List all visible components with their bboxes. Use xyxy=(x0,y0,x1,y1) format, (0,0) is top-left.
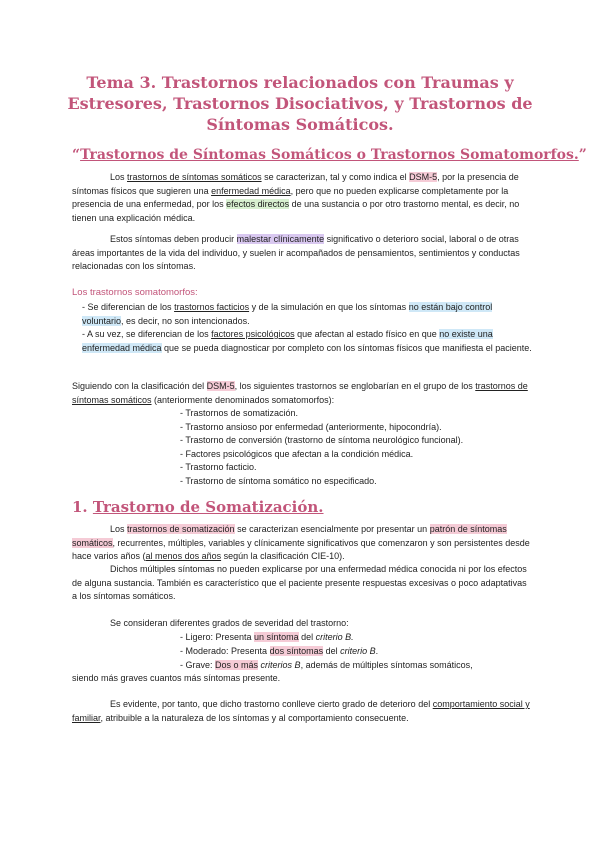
underlined-term: trastornos facticios xyxy=(174,302,250,312)
list-item: - Trastorno facticio. xyxy=(180,462,257,473)
italic-term: criterio B. xyxy=(315,632,354,642)
underlined-term: enfermedad médica xyxy=(211,185,291,196)
section-subtitle xyxy=(72,147,587,163)
heading-text: Trastorno de Somatización. xyxy=(92,498,324,516)
text-run: se caracterizan, tal y como indica el xyxy=(261,172,410,182)
highlight-dos-sintomas: dos síntomas xyxy=(269,646,324,656)
paragraph-multiples-sintomas: Dichos múltiples síntomas no pueden explicarse por una enfermedad médica conocida ni por los efectos de alguna sustancia. También es característico que el paciente presente respuestas excesivas o poco adaptativas a los síntomas somáticos. xyxy=(72,564,527,602)
text-run: según la clasificación CIE-10). xyxy=(221,551,345,562)
paragraph-factores xyxy=(72,328,532,355)
paragraph-deterioro xyxy=(72,698,532,725)
text-run: , atribuible a la naturaleza de los síntomas y al comportamiento consecuente. xyxy=(100,712,409,723)
text-run: . xyxy=(375,646,379,656)
text-run: Los xyxy=(110,524,128,534)
underlined-term: comportamiento social y familiar xyxy=(72,699,530,723)
list-item: - Factores psicológicos que afectan a la condición médica. xyxy=(180,448,414,459)
paragraph-intro xyxy=(72,171,532,225)
text-run: (anteriormente denominados somatomorfos): xyxy=(151,394,335,405)
highlight-malestar: malestar clínicamente xyxy=(236,234,325,244)
highlight-dsm5: DSM-5 xyxy=(206,381,235,391)
highlight-dos-o-mas: Dos o más xyxy=(215,660,259,670)
subtitle-open-quote: “ xyxy=(72,147,81,163)
text-run: del xyxy=(298,632,316,642)
list-item: - Trastorno de conversión (trastorno de síntoma neurológico funcional). xyxy=(180,435,464,446)
subtitle-close-quote: ” xyxy=(578,147,587,163)
text-run: , además de múltiples síntomas somáticos, xyxy=(300,660,473,670)
text-run: significativo o deterioro social, laboral o de otras áreas importantes de la vida del individuo, y suelen ir acompañados de pensamientos, sentimientos y conductas relacionadas con los síntomas. xyxy=(72,234,520,272)
underlined-term: factores psicológicos xyxy=(211,329,295,339)
text-run: , por la presencia de síntomas físicos que sugieren una xyxy=(72,172,519,196)
highlight-efectos-directos: efectos directos xyxy=(226,199,290,210)
underlined-term: al menos dos años xyxy=(145,551,222,562)
text-run: - Ligero: Presenta xyxy=(180,632,255,642)
subtitle-text: Trastornos de Síntomas Somáticos o Trastornos Somatomorfos. xyxy=(80,147,579,163)
severity-grave xyxy=(180,659,540,673)
text-run: , es decir, no son intencionados. xyxy=(121,315,250,326)
paragraph-facticios xyxy=(72,301,532,328)
underlined-term: trastornos de síntomas somáticos xyxy=(127,172,262,182)
text-run: , los siguientes trastornos se englobarían en el grupo de los xyxy=(234,381,476,391)
text-run: y de la simulación en que los síntomas xyxy=(249,302,409,312)
highlight-patron-sintomas: patrón de síntomas somáticos xyxy=(72,524,507,548)
severity-ligero xyxy=(180,631,532,645)
list-item: - Trastorno de síntoma somático no especificado. xyxy=(180,475,377,486)
highlight-control-voluntario: no están bajo control voluntario xyxy=(82,302,493,326)
text-run: Los xyxy=(110,172,128,182)
severity-moderado xyxy=(180,645,532,659)
highlight-dsm5: DSM-5 xyxy=(409,172,438,182)
text-run: del xyxy=(323,646,341,656)
highlight-trastornos-somatizacion: trastornos de somatización xyxy=(127,524,235,534)
text-run: que afectan al estado físico en que xyxy=(294,329,440,339)
paragraph-severidad: Se consideran diferentes grados de severidad del trastorno: xyxy=(110,618,349,628)
text-run: - Moderado: Presenta xyxy=(180,646,270,656)
text-run: de una sustancia o por otro trastorno mental, es decir, no tienen una explicación médica. xyxy=(72,199,520,223)
text-run: , recurrentes, múltiples, variables y clínicamente significativos que comenzaron y son persistentes desde hace varios años ( xyxy=(72,537,530,562)
heading-number: 1. xyxy=(72,498,93,516)
list-item: - Trastornos de somatización. xyxy=(180,408,299,418)
underlined-term: trastornos de síntomas somáticos xyxy=(72,381,528,405)
text-run: , pero que no pueden explicarse completamente por la presencia de una enfermedad, por los xyxy=(72,185,509,210)
text-run: se caracterizan esencialmente por presentar un xyxy=(234,524,430,534)
title-line-1: Tema 3. Trastornos relacionados con Traumas y xyxy=(86,73,514,92)
text-run: Siguiendo con la clasificación del xyxy=(72,381,207,391)
paragraph-clasificacion xyxy=(72,380,532,407)
title-line-3: Síntomas Somáticos. xyxy=(206,115,394,134)
text-run: que se pueda diagnosticar por completo con los síntomas físicos que manifiesta el paciente. xyxy=(161,342,532,353)
heading-somatizacion xyxy=(72,498,324,516)
title-line-2: Estresores, Trastornos Disociativos, y Trastornos de xyxy=(67,94,533,113)
disorders-list xyxy=(180,407,463,489)
section-label: Los trastornos somatomorfos: xyxy=(72,287,198,298)
highlight-un-sintoma: un síntoma xyxy=(254,632,299,642)
text-run: Estos síntomas deben producir xyxy=(110,234,237,244)
italic-term: criterios B xyxy=(260,660,301,670)
paragraph-somatizacion xyxy=(72,523,532,564)
page-title xyxy=(60,72,540,135)
text-run: - Se diferencian de los xyxy=(82,302,175,312)
highlight-enfermedad-medica: no existe una enfermedad médica xyxy=(82,329,493,353)
text-run: - A su vez, se diferencian de los xyxy=(82,329,212,339)
list-item: - Trastorno ansioso por enfermedad (anteriormente, hipocondría). xyxy=(180,421,442,432)
text-run: Es evidente, por tanto, que dicho trastorno conlleve cierto grado de deterioro del xyxy=(110,699,433,709)
paragraph-malestar xyxy=(72,233,532,274)
italic-term: criterio B xyxy=(340,646,376,656)
severity-note: siendo más graves cuantos más síntomas presente. xyxy=(72,673,281,683)
text-run: - Grave: xyxy=(180,660,216,670)
